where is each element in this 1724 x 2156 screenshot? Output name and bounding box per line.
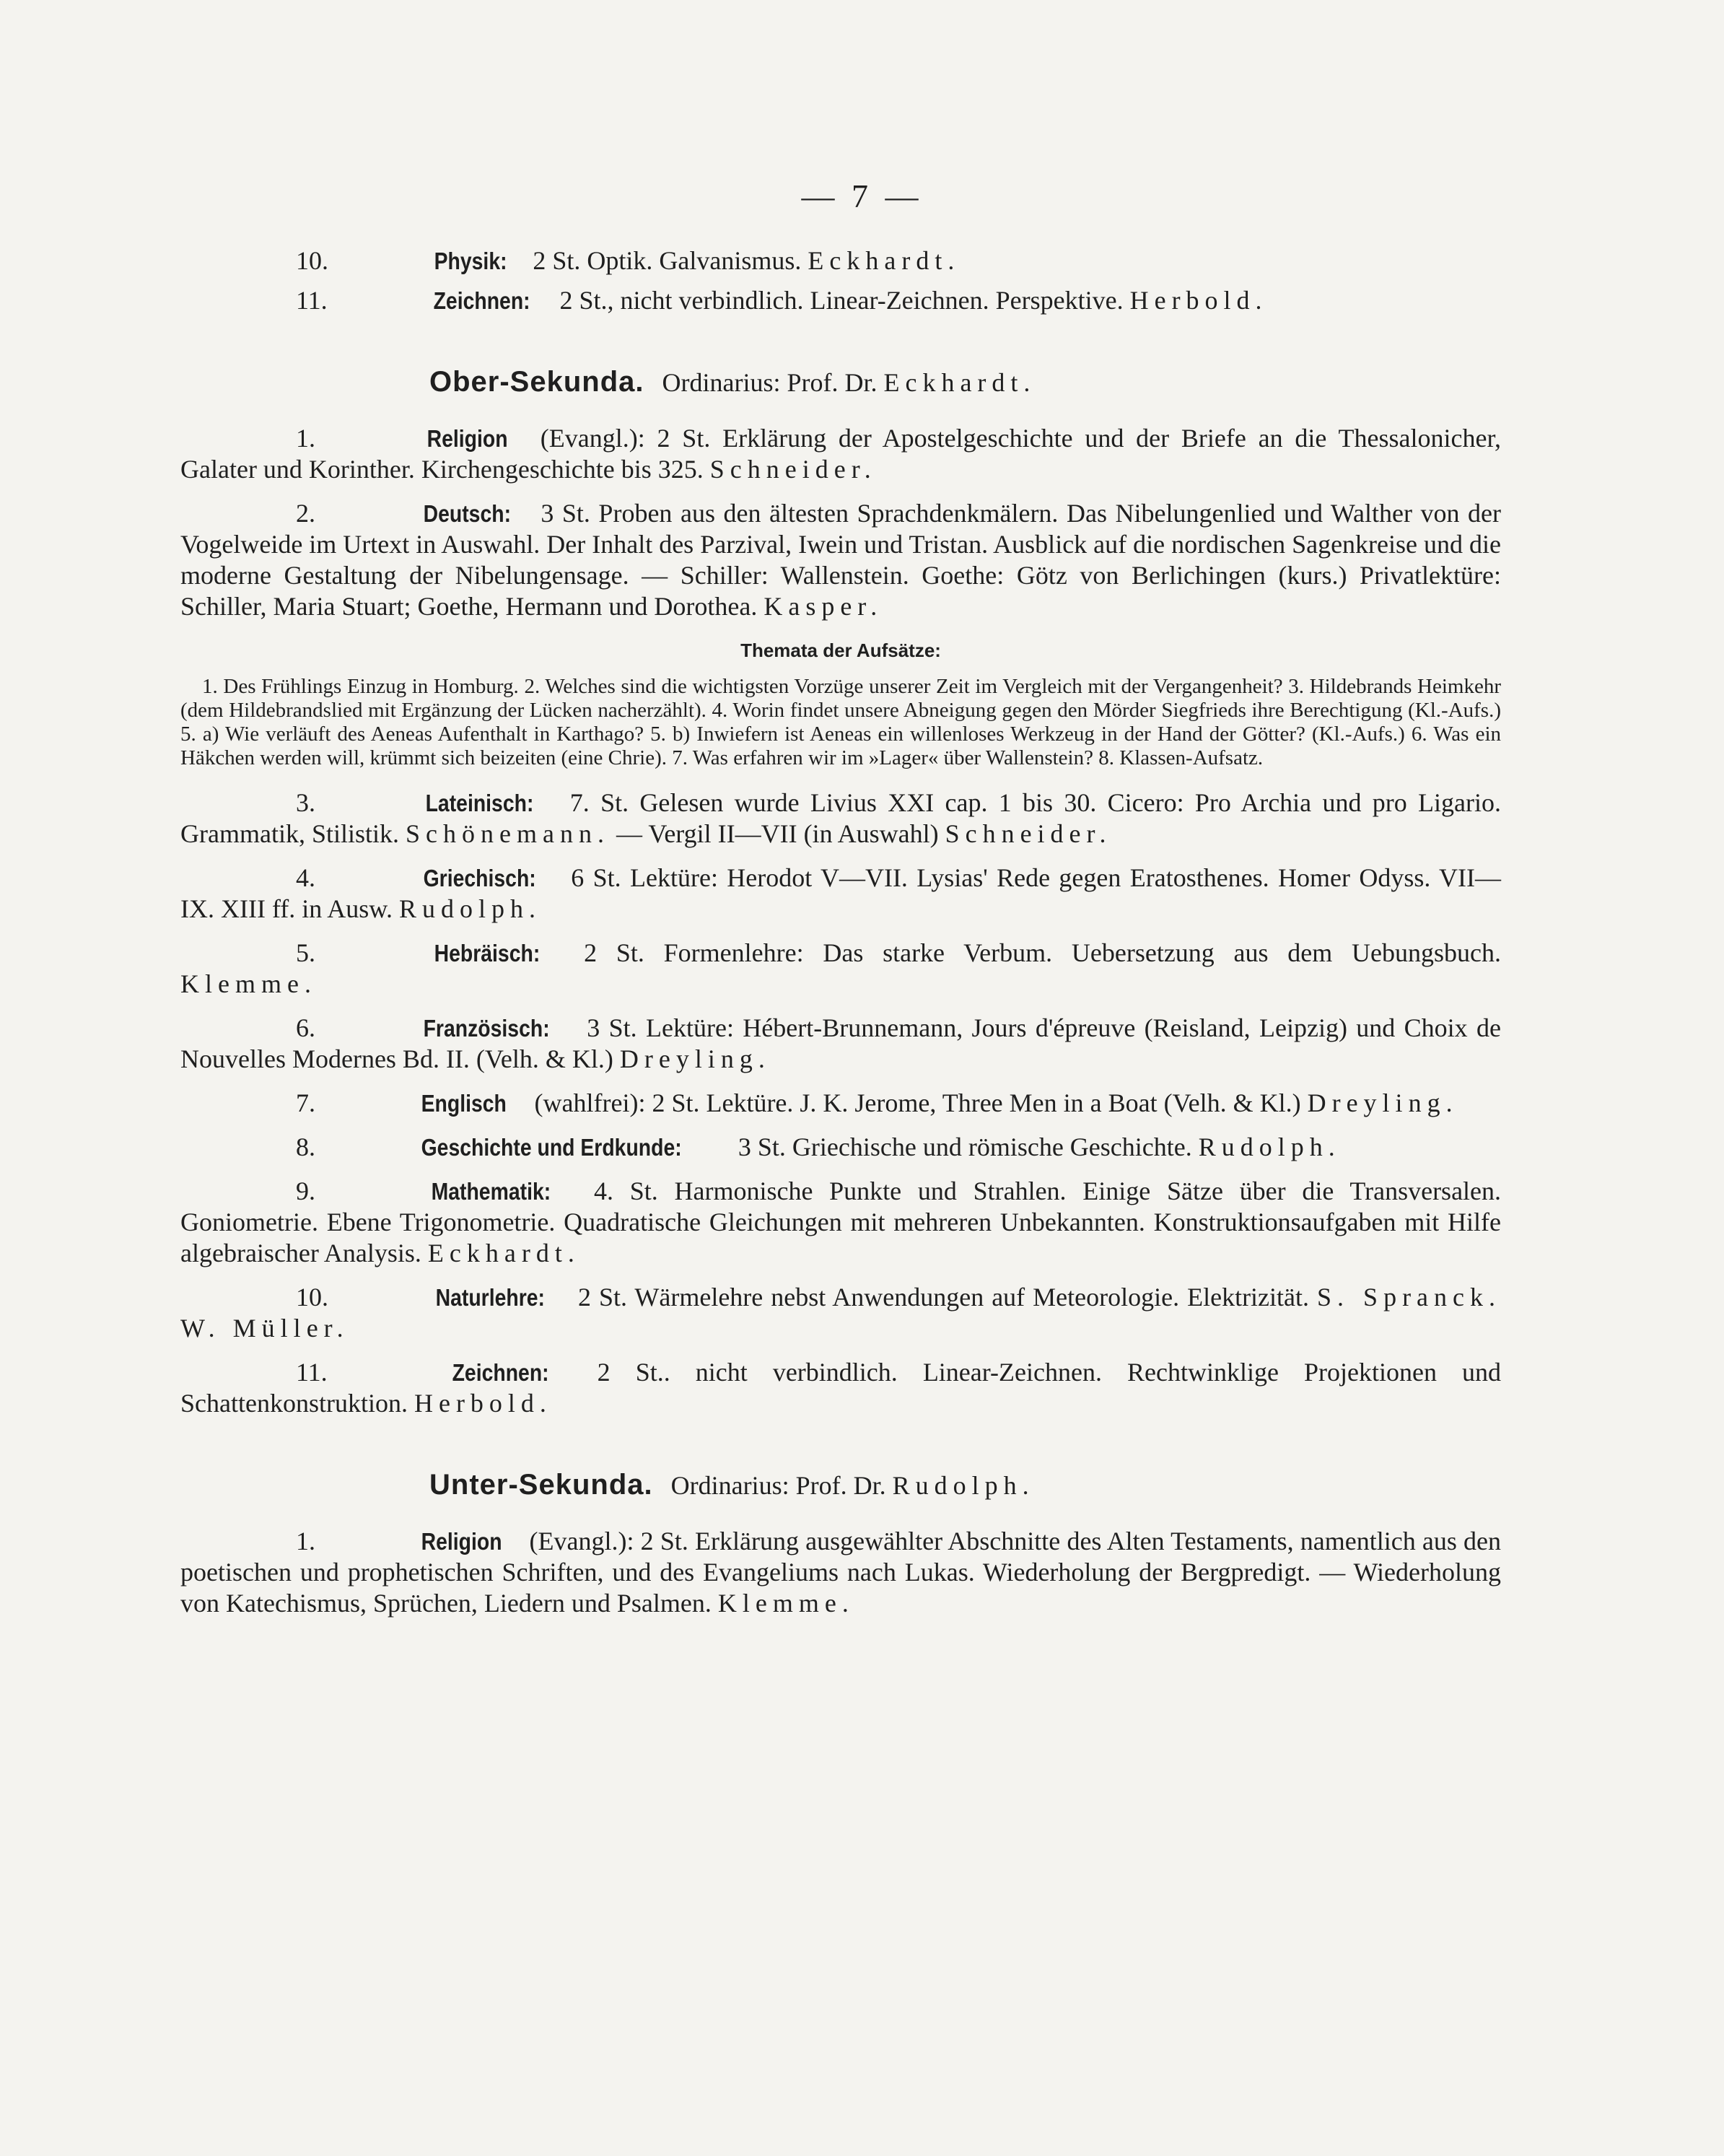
item-number: 6. xyxy=(296,1013,315,1042)
ordinarius-label: Ordinarius: Prof. Dr. xyxy=(662,368,878,397)
subject-heading: Religion xyxy=(421,1528,502,1555)
subject-heading: Hebräisch: xyxy=(434,940,541,966)
item-number: 3. xyxy=(296,788,315,817)
teacher-name: Dreyling. xyxy=(1307,1088,1458,1117)
list-item xyxy=(180,787,1501,850)
subject-heading: Religion xyxy=(426,425,508,452)
subject-heading: Physik: xyxy=(434,248,507,274)
item-text: 6 St. Lektüre: Herodot V—VII. Lysias' Rede gegen Eratosthenes. Homer Odyss. VII—IX. XIII ff. in Ausw. xyxy=(180,863,1502,923)
item-number: 2. xyxy=(296,499,315,528)
list-item xyxy=(180,1526,1501,1619)
item-number: 7. xyxy=(296,1088,315,1117)
subject-heading: Geschichte und Erdkunde: xyxy=(421,1134,682,1161)
item-number: 1. xyxy=(296,424,315,453)
list-item xyxy=(180,1088,1501,1119)
subject-heading: Zeichnen: xyxy=(452,1359,549,1386)
list-item xyxy=(180,1013,1501,1075)
teacher-name: Schneider. xyxy=(709,455,877,484)
ordinarius-name: Eckhardt. xyxy=(883,368,1036,397)
teacher-name: Klemme. xyxy=(717,1589,854,1618)
section-name: Unter-Sekunda. xyxy=(429,1469,653,1501)
item-text: (Evangl.): 2 St. Erklärung ausgewählter Abschnitte des Alten Testaments, namentlich aus den poetischen und prophetischen Schriften, und des Evangeliums nach Lukas. Wiederholung der Bergpredigt. — Wiederholung von Katechismus, Sprüchen, Liedern und Psalmen. xyxy=(180,1527,1502,1618)
themata-heading: Themata der Aufsätze: xyxy=(740,640,941,661)
teacher-name: S. Spranck. W. Müller. xyxy=(180,1283,1502,1343)
teacher-name: Rudolph. xyxy=(398,894,541,923)
item-number: 11. xyxy=(296,1358,328,1387)
subject-heading: Englisch xyxy=(421,1090,507,1117)
list-item xyxy=(180,245,1501,276)
themata-list: 1. Des Frühlings Einzug in Homburg. 2. Welches sind die wichtigsten Vorzüge unserer Zeit im Vergleich mit der Vergangenheit? 3. Hildebrands Heimkehr (dem Hildebrandslied mit Ergänzung der Lücken nacherzählt). 4. Worin findet unsere Abneigung gegen den Mörder Siegfrieds ihre Berechtigung (Kl.-Aufs.) 5. a) Wie verläuft des Aeneas Aufenthalt in Karthago? 5. b) Inwiefern ist Aeneas ein willenloses Werkzeug in der Hand der Götter? (Kl.-Aufs.) 6. Was ein Häkchen werden will, krümmt sich beizeiten (eine Chrie). 7. Was erfahren wir im »Lager« über Wallenstein? 8. Klassen-Aufsatz. xyxy=(180,675,1501,769)
teacher-name: Herbold. xyxy=(1129,286,1268,315)
item-number: 4. xyxy=(296,863,315,892)
teacher-name: Rudolph. xyxy=(1198,1132,1341,1161)
page-number: — 7 — xyxy=(801,178,923,214)
item-number: 11. xyxy=(296,286,328,315)
item-text: (Evangl.): 2 St. Erklärung der Apostelgeschichte und der Briefe an die Thessalonicher, Galater und Korinther. Kirchengeschichte bis 325. xyxy=(180,424,1502,484)
item-text: 7. St. Gelesen wurde Livius XXI cap. 1 bis 30. Cicero: Pro Archia und pro Ligario. Grammatik, Stilistik. xyxy=(180,788,1501,848)
subject-heading: Deutsch: xyxy=(423,500,511,527)
teacher-name: Klemme. xyxy=(180,969,317,998)
item-number: 8. xyxy=(296,1132,315,1161)
subject-heading: Zeichnen: xyxy=(433,287,530,314)
item-text: 2 St. Formenlehre: Das starke Verbum. Uebersetzung aus dem Uebungsbuch. xyxy=(584,938,1502,967)
item-number: 9. xyxy=(296,1177,315,1205)
item-text: (wahlfrei): 2 St. Lektüre. J. K. Jerome, Three Men in a Boat (Velh. & Kl.) xyxy=(534,1088,1301,1117)
item-text: 3 St. Lektüre: Hébert-Brunnemann, Jours d'épreuve (Reisland, Leipzig) und Choix de Nouvelles Modernes Bd. II. (Velh. & Kl.) xyxy=(180,1013,1501,1073)
teacher-name: Eckhardt. xyxy=(427,1239,580,1267)
teacher-name: Dreyling. xyxy=(619,1044,771,1073)
section-heading-unter-sekunda xyxy=(180,1470,1501,1501)
item-text: 2 St.. nicht verbindlich. Linear-Zeichnen. Rechtwinklige Projektionen und Schattenkonstruktion. xyxy=(180,1358,1502,1418)
list-item xyxy=(180,285,1501,316)
list-item xyxy=(180,1132,1501,1163)
subject-heading: Lateinisch: xyxy=(425,790,534,816)
ordinarius-name: Rudolph. xyxy=(892,1471,1035,1500)
item-number: 5. xyxy=(296,938,315,967)
subject-heading: Griechisch: xyxy=(423,865,537,891)
subject-heading: Französisch: xyxy=(423,1015,551,1042)
teacher-name: Schönemann. xyxy=(406,819,610,848)
item-number: 1. xyxy=(296,1527,315,1555)
subject-heading: Naturlehre: xyxy=(435,1284,546,1311)
ordinarius-label: Ordinarius: Prof. Dr. xyxy=(670,1471,886,1500)
item-text: — Vergil II—VII (in Auswahl) xyxy=(616,819,939,848)
list-item xyxy=(180,938,1501,1000)
item-number: 10. xyxy=(296,246,328,275)
section-heading-ober-sekunda xyxy=(180,367,1501,398)
list-item xyxy=(180,423,1501,485)
item-text: 3 St. Proben aus den ältesten Sprachdenkmälern. Das Nibelungenlied und Walther von der Vogelweide im Urtext in Auswahl. Der Inhalt des Parzival, Iwein und Tristan. Ausblick auf die nordischen Sagenkreise und die moderne Gestaltung der Nibelungensage. — Schiller: Wallenstein. Goethe: Götz von Berlichingen (kurs.) Privatlektüre: Schiller, Maria Stuart; Goethe, Hermann und Dorothea. xyxy=(180,499,1502,621)
list-item xyxy=(180,863,1501,925)
list-item xyxy=(180,498,1501,622)
item-number: 10. xyxy=(296,1283,328,1312)
list-item xyxy=(180,1282,1501,1344)
item-text: 2 St., nicht verbindlich. Linear-Zeichnen. Perspektive. xyxy=(559,286,1124,315)
item-text: 2 St. Wärmelehre nebst Anwendungen auf Meteorologie. Elektrizität. xyxy=(578,1283,1310,1312)
teacher-name: Eckhardt. xyxy=(808,246,961,275)
teacher-name: Kasper. xyxy=(763,592,883,621)
teacher-name: Schneider. xyxy=(945,819,1112,848)
list-item xyxy=(180,1176,1501,1269)
document-body xyxy=(180,245,1501,1632)
teacher-name: Herbold. xyxy=(414,1389,552,1418)
item-text: 4. St. Harmonische Punkte und Strahlen. Einige Sätze über die Transversalen. Goniometrie. Ebene Trigonometrie. Quadratische Gleichungen mit mehreren Unbekannten. Konstruktionsaufgaben mit Hilfe algebraischer Analysis. xyxy=(180,1177,1502,1267)
list-item xyxy=(180,1357,1501,1419)
subject-heading: Mathematik: xyxy=(431,1178,551,1205)
item-text: 2 St. Optik. Galvanismus. xyxy=(533,246,802,275)
item-text: 3 St. Griechische und römische Geschichte. xyxy=(738,1132,1192,1161)
section-name: Ober-Sekunda. xyxy=(429,366,644,398)
